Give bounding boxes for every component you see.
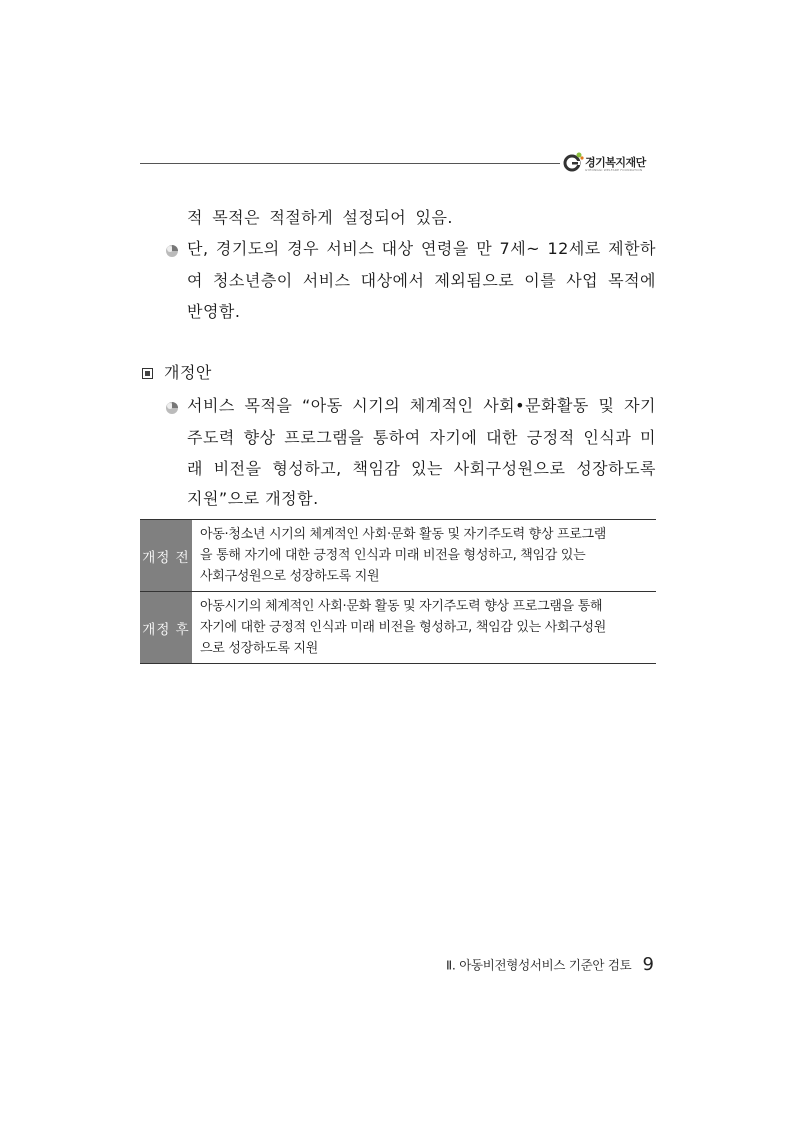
logo-mark-icon [563, 150, 585, 174]
row-text-line: 아동·청소년 시기의 체계적인 사회·문화 활동 및 자기주도력 향상 프로그램 [200, 527, 607, 542]
row-text-line: 아동시기의 체계적인 사회·문화 활동 및 자기주도력 향상 프로그램을 통해 [200, 599, 603, 614]
bullet-line: 주도력 향상 프로그램을 통하여 자기에 대한 긍정적 인식과 미 [187, 428, 656, 447]
row-text-line: 을 통해 자기에 대한 긍정적 인식과 미래 비전을 형성하고, 책임감 있는 [200, 548, 586, 563]
bullet-line: 지원”으로 개정함. [187, 489, 319, 508]
section-square-icon [142, 368, 153, 379]
foundation-logo [563, 150, 663, 176]
table-row [140, 520, 656, 591]
bullet-line: 래 비전을 형성하고, 책임감 있는 사회구성원으로 성장하도록 [187, 459, 656, 478]
section-title: 개정안 [164, 363, 212, 382]
bullet-line: 반영함. [187, 302, 241, 321]
paragraph-line: 적 목적은 적절하게 설정되어 있음. [187, 208, 453, 227]
revision-comparison-table [140, 519, 656, 664]
row-content [200, 524, 656, 587]
bullet-line: 여 청소년층이 서비스 대상에서 제외됨으로 이를 사업 목적에 [187, 271, 656, 290]
bullet-sphere-icon [164, 400, 180, 416]
logo-text: 경기복지재단 [585, 156, 646, 169]
row-text-line: 자기에 대한 긍정적 인식과 미래 비전을 형성하고, 책임감 있는 사회구성원 [200, 620, 607, 635]
row-text-line: 으로 성장하도록 지원 [200, 641, 318, 656]
row-content [200, 596, 656, 659]
logo-subtext: GYEONGGI WELFARE FOUNDATION [585, 168, 643, 172]
bullet-line: 서비스 목적을 “아동 시기의 체계적인 사회•문화활동 및 자기 [187, 396, 656, 415]
page-footer [446, 954, 654, 975]
row-header: 개정 전 [140, 520, 192, 591]
bullet-sphere-icon [164, 243, 180, 259]
chapter-title: Ⅱ. 아동비전형성서비스 기준안 검토 [446, 957, 632, 973]
header-rule [140, 163, 560, 164]
page-number: 9 [642, 954, 654, 975]
row-header: 개정 후 [140, 592, 192, 663]
bullet-line: 단, 경기도의 경우 서비스 대상 연령을 만 7세~ 12세로 제한하 [187, 239, 656, 258]
row-text-line: 사회구성원으로 성장하도록 지원 [200, 569, 380, 584]
table-row [140, 591, 656, 663]
